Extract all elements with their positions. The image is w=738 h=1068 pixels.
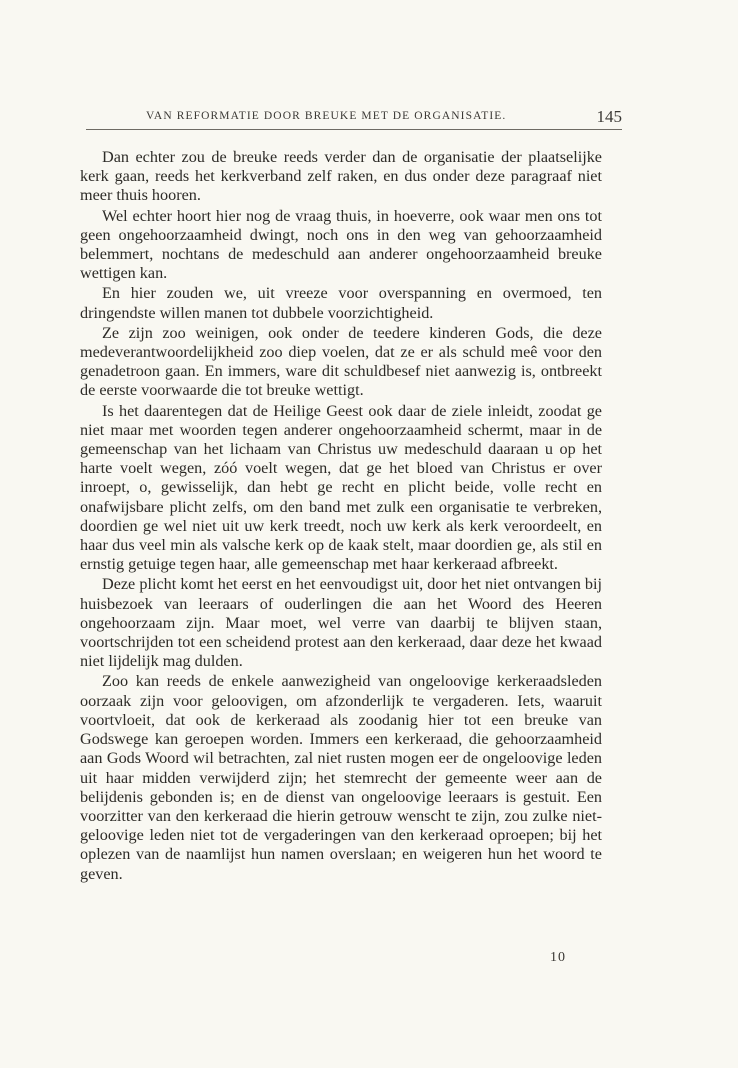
page-header [76, 107, 624, 130]
header-rule [86, 129, 622, 130]
running-title: VAN REFORMATIE DOOR BREUKE MET DE ORGANISATIE. [146, 110, 507, 122]
paragraph: Deze plicht komt het eerst en het eenvoudigst uit, door het niet ontvangen bij huisbezoek van leeraars of ouderlingen die aan het Woord des Heeren ongehoorzaam zijn. Maar moet, wel verre van daarbij te blijven staan, voortschrijden tot een scheidend protest aan den kerkeraad, daar deze het kwaad niet lijdelijk mag dulden. [80, 575, 602, 671]
paragraph: Dan echter zou de breuke reeds verder dan de organisatie der plaatselijke kerk gaan, reeds het kerkverband zelf raken, en dus onder deze paragraaf niet meer thuis hooren. [80, 148, 602, 205]
page-number: 145 [596, 107, 622, 126]
paragraph: Wel echter hoort hier nog de vraag thuis, in hoeverre, ook waar men ons tot geen ongehoorzaamheid dwingt, noch ons in den weg van gehoorzaamheid belemmert, nochtans de medeschuld aan anderer ongehoorzaamheid breuke wettigen kan. [80, 206, 602, 283]
paragraph: Ze zijn zoo weinigen, ook onder de teedere kinderen Gods, die deze medeverantwoordelijkheid zoo diep voelen, dat ze er als schuld meê voor den genadetroon gaan. En immers, ware dit schuldbesef niet aanwezig is, ontbreekt de eerste voorwaarde die tot breuke wettigt. [80, 323, 602, 400]
paragraph: Zoo kan reeds de enkele aanwezigheid van ongeloovige kerkeraadsleden oorzaak zijn voor geloovigen, om afzonderlijk te vergaderen. Iets, waaruit voortvloeit, dat ook de kerkeraad als zoodanig hier tot een breuke van Godswege kan geroepen worden. Immers een kerkeraad, die gehoorzaamheid aan Gods Woord wil betrachten, zal niet rusten mogen eer de ongeloovige leden uit haar midden verwijderd zijn; het stemrecht der gemeente weer aan de belijdenis gebonden is; en de dienst van ongeloovige leeraars is gestuit. Een voorzitter van den kerkeraad die hierin getrouw wenscht te zijn, zou zulke niet-geloovige leden niet tot de vergaderingen van den kerkeraad oproepen; bij het oplezen van de naamlijst hun namen overslaan; en weigeren hun het woord te geven. [80, 672, 602, 883]
paragraph: Is het daarentegen dat de Heilige Geest ook daar de ziele inleidt, zoodat ge niet maar met woorden tegen anderer ongehoorzaamheid schermt, maar in de gemeenschap van het lichaam van Christus uw medeschuld daaraan u op het harte voelt wegen, zóó voelt wegen, dat ge het bloed van Christus er over inroept, o, gewisselijk, dan hebt ge recht en plicht beide, volle recht en onafwijsbare plicht zelfs, om den band met zulk een organisatie te verbreken, doordien ge wel niet uit uw kerk treedt, noch uw kerk als kerk veroordeelt, en haar dus veel min als valsche kerk op de kaak stelt, maar doordien ge, als stil en ernstig getuige tegen haar, alle gemeenschap met haar kerkeraad afbreekt. [80, 401, 602, 574]
body-text [80, 148, 602, 884]
paragraph: En hier zouden we, uit vreeze voor overspanning en overmoed, ten dringendste willen manen tot dubbele voorzichtigheid. [80, 284, 602, 322]
signature-mark: 10 [550, 950, 566, 965]
